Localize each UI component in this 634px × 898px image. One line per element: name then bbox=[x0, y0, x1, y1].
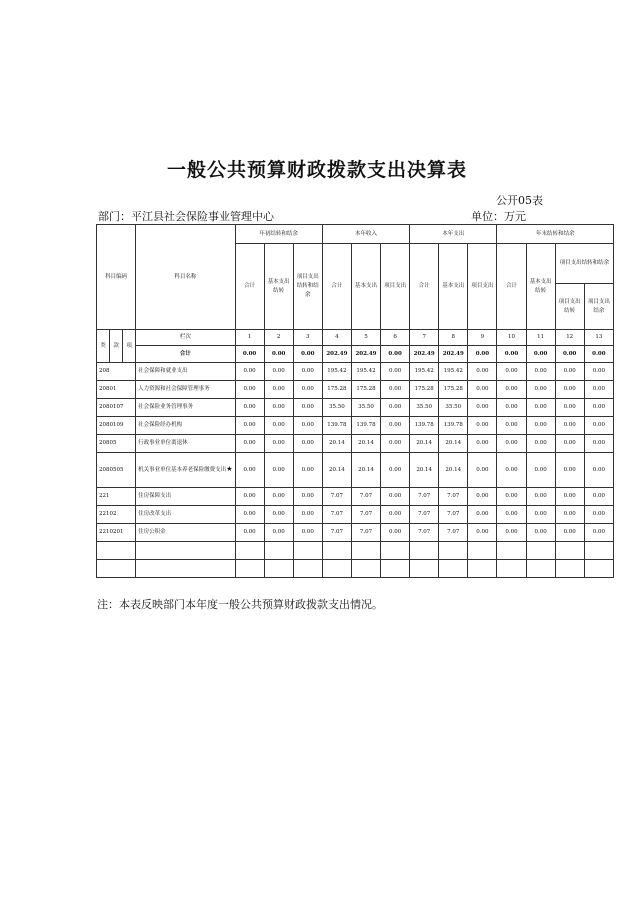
value-cell: 0.00 bbox=[293, 435, 322, 453]
value-cell: 0.00 bbox=[584, 453, 613, 488]
value-cell: 7.07 bbox=[322, 506, 351, 524]
value-cell: 0.00 bbox=[264, 381, 293, 399]
value-cell: 0.00 bbox=[293, 381, 322, 399]
value-cell: 7.07 bbox=[439, 488, 468, 506]
header-group-income: 本年收入 bbox=[322, 225, 409, 244]
total-cell: 202.49 bbox=[439, 346, 468, 363]
header-subject-name: 科目名称 bbox=[136, 225, 235, 330]
value-cell: 35.50 bbox=[351, 399, 380, 417]
header-end-total: 合计 bbox=[497, 244, 526, 330]
value-cell: 0.00 bbox=[468, 417, 497, 435]
value-cell: 20.14 bbox=[439, 435, 468, 453]
col-number: 9 bbox=[468, 330, 497, 346]
value-cell: 0.00 bbox=[555, 488, 584, 506]
value-cell: 0.00 bbox=[293, 506, 322, 524]
value-cell: 0.00 bbox=[381, 435, 410, 453]
value-cell: 0.00 bbox=[497, 417, 526, 435]
value-cell: 0.00 bbox=[264, 399, 293, 417]
value-cell: 0.00 bbox=[468, 453, 497, 488]
value-cell: 0.00 bbox=[468, 435, 497, 453]
star-icon: ★ bbox=[226, 465, 233, 474]
value-cell: 0.00 bbox=[526, 381, 555, 399]
value-cell: 20.14 bbox=[322, 435, 351, 453]
value-cell: 0.00 bbox=[381, 524, 410, 542]
value-cell: 0.00 bbox=[235, 506, 264, 524]
table-row bbox=[97, 363, 614, 381]
value-cell: 0.00 bbox=[584, 399, 613, 417]
subject-name-cell bbox=[136, 417, 235, 435]
value-cell: 0.00 bbox=[381, 506, 410, 524]
value-cell: 0.00 bbox=[264, 506, 293, 524]
value-cell: 0.00 bbox=[293, 363, 322, 381]
col-number: 3 bbox=[293, 330, 322, 346]
value-cell: 0.00 bbox=[468, 524, 497, 542]
subject-name-cell bbox=[136, 453, 235, 488]
value-cell: 0.00 bbox=[555, 524, 584, 542]
value-cell: 0.00 bbox=[468, 506, 497, 524]
value-cell: 0.00 bbox=[235, 399, 264, 417]
value-cell: 0.00 bbox=[555, 435, 584, 453]
value-cell: 20.14 bbox=[410, 453, 439, 488]
report-title: 一般公共预算财政拨款支出决算表 bbox=[166, 159, 467, 181]
value-cell: 0.00 bbox=[264, 524, 293, 542]
value-cell: 7.07 bbox=[351, 488, 380, 506]
col-number: 1 bbox=[235, 330, 264, 346]
value-cell: 0.00 bbox=[468, 399, 497, 417]
value-cell: 195.42 bbox=[439, 363, 468, 381]
value-cell: 0.00 bbox=[497, 381, 526, 399]
table-row bbox=[97, 381, 614, 399]
col-number: 10 bbox=[497, 330, 526, 346]
header-expense-total: 合计 bbox=[410, 244, 439, 330]
total-row-label: 合计 bbox=[136, 346, 235, 363]
header-group-end: 年末结转和结余 bbox=[497, 225, 614, 244]
total-cell: 202.49 bbox=[410, 346, 439, 363]
value-cell: 0.00 bbox=[555, 399, 584, 417]
subject-code-cell: 20805 bbox=[97, 435, 136, 453]
value-cell: 0.00 bbox=[584, 435, 613, 453]
table-row bbox=[97, 506, 614, 524]
value-cell: 139.78 bbox=[322, 417, 351, 435]
col-number: 6 bbox=[381, 330, 410, 346]
header-group-expense: 本年支出 bbox=[410, 225, 497, 244]
subject-code-cell: 20801 bbox=[97, 381, 136, 399]
header-begin-total: 合计 bbox=[235, 244, 264, 330]
value-cell: 0.00 bbox=[235, 453, 264, 488]
total-row bbox=[97, 346, 614, 363]
value-cell: 0.00 bbox=[381, 381, 410, 399]
value-cell: 175.28 bbox=[410, 381, 439, 399]
value-cell: 175.28 bbox=[439, 381, 468, 399]
table-row bbox=[97, 453, 614, 488]
value-cell: 7.07 bbox=[410, 488, 439, 506]
total-cell: 0.00 bbox=[526, 346, 555, 363]
subject-code-cell: 22102 bbox=[97, 506, 136, 524]
subject-name-cell bbox=[136, 506, 235, 524]
value-cell: 20.14 bbox=[410, 435, 439, 453]
header-subject-code: 科目编码 bbox=[97, 225, 136, 330]
col-number: 11 bbox=[526, 330, 555, 346]
col-number: 13 bbox=[584, 330, 613, 346]
header-xiang: 项 bbox=[123, 330, 136, 363]
value-cell: 0.00 bbox=[381, 363, 410, 381]
table-row bbox=[97, 524, 614, 542]
total-cell: 202.49 bbox=[322, 346, 351, 363]
value-cell: 0.00 bbox=[264, 488, 293, 506]
value-cell: 7.07 bbox=[410, 506, 439, 524]
header-begin-basic: 基本支出结转 bbox=[264, 244, 293, 330]
value-cell: 0.00 bbox=[381, 399, 410, 417]
department-label: 部门：平江县社会保险事业管理中心 bbox=[98, 210, 274, 223]
value-cell: 0.00 bbox=[555, 506, 584, 524]
empty-row bbox=[97, 542, 614, 560]
value-cell: 7.07 bbox=[351, 506, 380, 524]
value-cell: 0.00 bbox=[381, 488, 410, 506]
subject-name-text: 机关事业单位基本养老保险缴费支出 bbox=[138, 467, 227, 474]
value-cell: 0.00 bbox=[497, 488, 526, 506]
header-end-basic: 基本支出结转 bbox=[526, 244, 555, 330]
value-cell: 0.00 bbox=[584, 506, 613, 524]
subject-name-text: 人力资源和社会保障管理事务 bbox=[138, 386, 210, 393]
subject-name-cell bbox=[136, 524, 235, 542]
value-cell: 0.00 bbox=[293, 453, 322, 488]
value-cell: 35.50 bbox=[322, 399, 351, 417]
value-cell: 7.07 bbox=[322, 488, 351, 506]
value-cell: 0.00 bbox=[235, 417, 264, 435]
value-cell: 7.07 bbox=[439, 524, 468, 542]
table-row bbox=[97, 399, 614, 417]
subject-name-text: 行政事业单位离退休 bbox=[138, 440, 188, 447]
value-cell: 0.00 bbox=[555, 417, 584, 435]
value-cell: 0.00 bbox=[264, 363, 293, 381]
header-income-total: 合计 bbox=[322, 244, 351, 330]
value-cell: 0.00 bbox=[555, 381, 584, 399]
subject-name-cell bbox=[136, 363, 235, 381]
value-cell: 20.14 bbox=[439, 453, 468, 488]
header-group-begin: 年初结转和结余 bbox=[235, 225, 322, 244]
value-cell: 0.00 bbox=[381, 453, 410, 488]
value-cell: 0.00 bbox=[526, 506, 555, 524]
subject-name-cell bbox=[136, 381, 235, 399]
subject-code-cell: 2080107 bbox=[97, 399, 136, 417]
total-cell: 0.00 bbox=[293, 346, 322, 363]
header-expense-project: 项目支出 bbox=[468, 244, 497, 330]
value-cell: 195.42 bbox=[322, 363, 351, 381]
col-number: 4 bbox=[322, 330, 351, 346]
header-lei: 类 bbox=[97, 330, 110, 363]
subject-code-cell: 208 bbox=[97, 363, 136, 381]
value-cell: 0.00 bbox=[468, 381, 497, 399]
subject-name-text: 社会保险业务管理事务 bbox=[138, 404, 194, 411]
value-cell: 20.14 bbox=[351, 435, 380, 453]
header-kuan: 款 bbox=[110, 330, 123, 363]
data-rows bbox=[97, 363, 614, 542]
total-cell: 0.00 bbox=[264, 346, 293, 363]
col-number: 7 bbox=[410, 330, 439, 346]
subject-code-cell: 221 bbox=[97, 488, 136, 506]
header-end-project-carry: 项目支出结转 bbox=[555, 284, 584, 330]
value-cell: 139.78 bbox=[439, 417, 468, 435]
value-cell: 0.00 bbox=[235, 488, 264, 506]
total-cell: 0.00 bbox=[381, 346, 410, 363]
subject-name-cell bbox=[136, 488, 235, 506]
header-income-basic: 基本支出 bbox=[351, 244, 380, 330]
value-cell: 35.50 bbox=[410, 399, 439, 417]
value-cell: 7.07 bbox=[322, 524, 351, 542]
value-cell: 0.00 bbox=[584, 417, 613, 435]
value-cell: 139.78 bbox=[410, 417, 439, 435]
col-number: 5 bbox=[351, 330, 380, 346]
subject-name-text: 住房保障支出 bbox=[138, 493, 172, 500]
value-cell: 0.00 bbox=[235, 381, 264, 399]
value-cell: 20.14 bbox=[322, 453, 351, 488]
expenditure-table bbox=[96, 224, 614, 578]
subject-name-text: 住房改革支出 bbox=[138, 511, 172, 518]
total-cell: 0.00 bbox=[584, 346, 613, 363]
value-cell: 0.00 bbox=[497, 435, 526, 453]
total-cell: 0.00 bbox=[235, 346, 264, 363]
value-cell: 175.28 bbox=[322, 381, 351, 399]
empty-row bbox=[97, 560, 614, 578]
total-cell: 0.00 bbox=[497, 346, 526, 363]
value-cell: 0.00 bbox=[468, 363, 497, 381]
value-cell: 0.00 bbox=[264, 435, 293, 453]
header-income-project: 项目支出 bbox=[381, 244, 410, 330]
subject-name-cell bbox=[136, 399, 235, 417]
table-row bbox=[97, 488, 614, 506]
value-cell: 175.28 bbox=[351, 381, 380, 399]
subject-code-cell: 2210201 bbox=[97, 524, 136, 542]
value-cell: 0.00 bbox=[235, 524, 264, 542]
subject-code-cell: 2080505 bbox=[97, 453, 136, 488]
value-cell: 0.00 bbox=[584, 488, 613, 506]
value-cell: 0.00 bbox=[497, 524, 526, 542]
value-cell: 0.00 bbox=[293, 417, 322, 435]
value-cell: 0.00 bbox=[264, 417, 293, 435]
header-begin-project: 项目支出结转和结余 bbox=[293, 244, 322, 330]
value-cell: 20.14 bbox=[351, 453, 380, 488]
table-row bbox=[97, 435, 614, 453]
value-cell: 0.00 bbox=[264, 453, 293, 488]
total-cell: 0.00 bbox=[468, 346, 497, 363]
col-index-label: 栏次 bbox=[136, 330, 235, 346]
value-cell: 139.78 bbox=[351, 417, 380, 435]
total-cell: 0.00 bbox=[555, 346, 584, 363]
value-cell: 195.42 bbox=[351, 363, 380, 381]
total-cell: 202.49 bbox=[351, 346, 380, 363]
subject-name-cell bbox=[136, 435, 235, 453]
value-cell: 0.00 bbox=[584, 381, 613, 399]
value-cell: 0.00 bbox=[381, 417, 410, 435]
footnote: 注：本表反映部门本年度一般公共预算财政拨款支出情况。 bbox=[97, 598, 383, 611]
value-cell: 0.00 bbox=[497, 363, 526, 381]
value-cell: 0.00 bbox=[293, 524, 322, 542]
value-cell: 0.00 bbox=[468, 488, 497, 506]
col-number: 2 bbox=[264, 330, 293, 346]
value-cell: 7.07 bbox=[410, 524, 439, 542]
value-cell: 0.00 bbox=[526, 453, 555, 488]
value-cell: 0.00 bbox=[555, 453, 584, 488]
value-cell: 0.00 bbox=[293, 399, 322, 417]
header-end-project: 项目支出结转和结余 bbox=[555, 244, 613, 284]
subject-name-text: 社会保险经办机构 bbox=[138, 422, 183, 429]
value-cell: 0.00 bbox=[293, 488, 322, 506]
value-cell: 0.00 bbox=[526, 417, 555, 435]
unit-label: 单位：万元 bbox=[471, 210, 526, 223]
value-cell: 0.00 bbox=[526, 399, 555, 417]
table-row bbox=[97, 417, 614, 435]
value-cell: 0.00 bbox=[526, 435, 555, 453]
value-cell: 0.00 bbox=[526, 524, 555, 542]
subject-name-text: 社会保障和就业支出 bbox=[138, 368, 188, 375]
value-cell: 0.00 bbox=[497, 399, 526, 417]
header-expense-basic: 基本支出 bbox=[439, 244, 468, 330]
subject-code-cell: 2080109 bbox=[97, 417, 136, 435]
value-cell: 0.00 bbox=[497, 453, 526, 488]
value-cell: 0.00 bbox=[235, 363, 264, 381]
value-cell: 7.07 bbox=[439, 506, 468, 524]
value-cell: 0.00 bbox=[526, 488, 555, 506]
value-cell: 0.00 bbox=[584, 524, 613, 542]
value-cell: 195.42 bbox=[410, 363, 439, 381]
table-code: 公开05表 bbox=[496, 194, 543, 207]
value-cell: 0.00 bbox=[526, 363, 555, 381]
header-end-project-balance: 项目支出结余 bbox=[584, 284, 613, 330]
value-cell: 0.00 bbox=[584, 363, 613, 381]
value-cell: 7.07 bbox=[351, 524, 380, 542]
col-number: 12 bbox=[555, 330, 584, 346]
subject-name-text: 住房公积金 bbox=[138, 529, 166, 536]
value-cell: 0.00 bbox=[235, 435, 264, 453]
value-cell: 35.50 bbox=[439, 399, 468, 417]
value-cell: 0.00 bbox=[555, 363, 584, 381]
value-cell: 0.00 bbox=[497, 506, 526, 524]
col-number: 8 bbox=[439, 330, 468, 346]
